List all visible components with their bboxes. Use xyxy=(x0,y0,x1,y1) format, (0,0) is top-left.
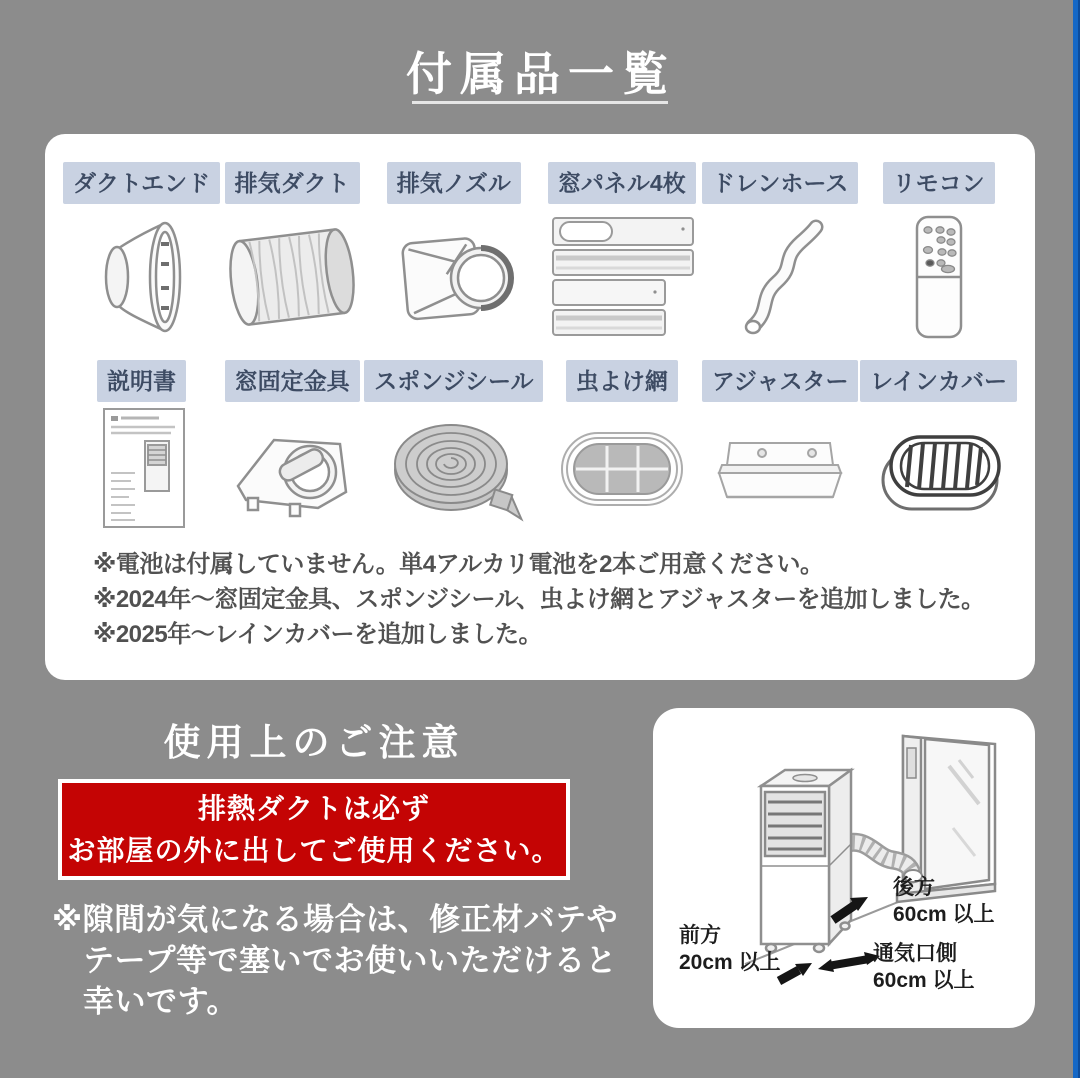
accessory-label: ドレンホース xyxy=(702,162,858,204)
accessory-label: 排気ダクト xyxy=(225,162,360,204)
caution-note-line2: テープ等で塞いでお使いいただけると xyxy=(83,943,617,979)
accessories-panel xyxy=(45,134,1035,680)
accessory-item-manual xyxy=(63,350,220,534)
caution-note xyxy=(52,899,632,1023)
drain-hose-icon xyxy=(700,204,860,350)
manual-icon xyxy=(63,402,220,534)
right-edge-accent-stripe xyxy=(1073,0,1080,1078)
duct-end-icon xyxy=(63,204,220,350)
accessory-item-rain-cover xyxy=(860,350,1017,534)
clearance-label-front: 前方 20cm 以上 xyxy=(679,924,781,975)
accessory-item-remote-control xyxy=(860,162,1017,350)
clearance-illustration xyxy=(653,708,1035,1028)
accessory-label: 説明書 xyxy=(97,360,186,402)
clearance-label-vent: 通気口側 60cm 以上 xyxy=(873,942,975,993)
exhaust-nozzle-icon xyxy=(364,204,543,350)
accessories-notes xyxy=(93,548,1017,652)
accessories-grid xyxy=(63,162,1017,534)
window-panels-icon xyxy=(543,204,700,350)
note-battery: ※電池は付属していません。単4アルカリ電池を2本ご用意ください。 xyxy=(93,551,824,578)
insect-net-icon xyxy=(543,402,700,534)
warning-box xyxy=(58,779,570,880)
accessory-label: レインカバー xyxy=(860,360,1017,402)
page-title: 付属品一覧 xyxy=(406,48,676,100)
accessory-item-duct-end xyxy=(63,162,220,350)
accessory-label: リモコン xyxy=(883,162,995,204)
accessory-label: スポンジシール xyxy=(364,360,543,402)
exhaust-duct-icon xyxy=(220,204,364,350)
note-2024-additions: ※2024年〜窓固定金具、スポンジシール、虫よけ網とアジャスターを追加しました。 xyxy=(93,585,985,613)
sponge-seal-icon xyxy=(364,402,543,534)
caution-note-line1: ※隙間が気になる場合は、修正材バテや xyxy=(52,902,619,937)
clearance-label-rear: 後方 60cm 以上 xyxy=(893,876,995,927)
accessory-item-insect-net xyxy=(543,350,700,534)
note-2025-additions: ※2025年〜レインカバーを追加しました。 xyxy=(93,620,543,648)
accessory-item-exhaust-duct xyxy=(220,162,364,350)
accessory-label: 虫よけ網 xyxy=(566,360,678,402)
accessory-item-adjuster xyxy=(700,350,860,534)
warning-line2: お部屋の外に出してご使用ください。 xyxy=(67,834,561,866)
accessory-item-sponge-seal xyxy=(364,350,543,534)
adjuster-icon xyxy=(700,402,860,534)
accessory-label: 窓パネル4枚 xyxy=(548,162,696,204)
remote-control-icon xyxy=(860,204,1017,350)
accessory-label: アジャスター xyxy=(702,360,859,402)
clearance-panel xyxy=(653,708,1035,1028)
accessory-label: 排気ノズル xyxy=(387,162,521,204)
warning-line1: 排熱ダクトは必ず xyxy=(197,792,430,824)
caution-note-line3: 幸いです。 xyxy=(83,984,239,1020)
accessory-item-exhaust-nozzle xyxy=(364,162,543,350)
rain-cover-icon xyxy=(860,402,1017,534)
accessory-item-window-bracket xyxy=(220,350,364,534)
accessory-label: 窓固定金具 xyxy=(225,360,360,402)
accessory-item-window-panels xyxy=(543,162,700,350)
title-underline xyxy=(412,101,668,104)
caution-heading: 使用上のご注意 xyxy=(163,722,465,763)
accessory-item-drain-hose xyxy=(700,162,860,350)
accessory-label: ダクトエンド xyxy=(63,162,220,204)
window-bracket-icon xyxy=(220,402,364,534)
